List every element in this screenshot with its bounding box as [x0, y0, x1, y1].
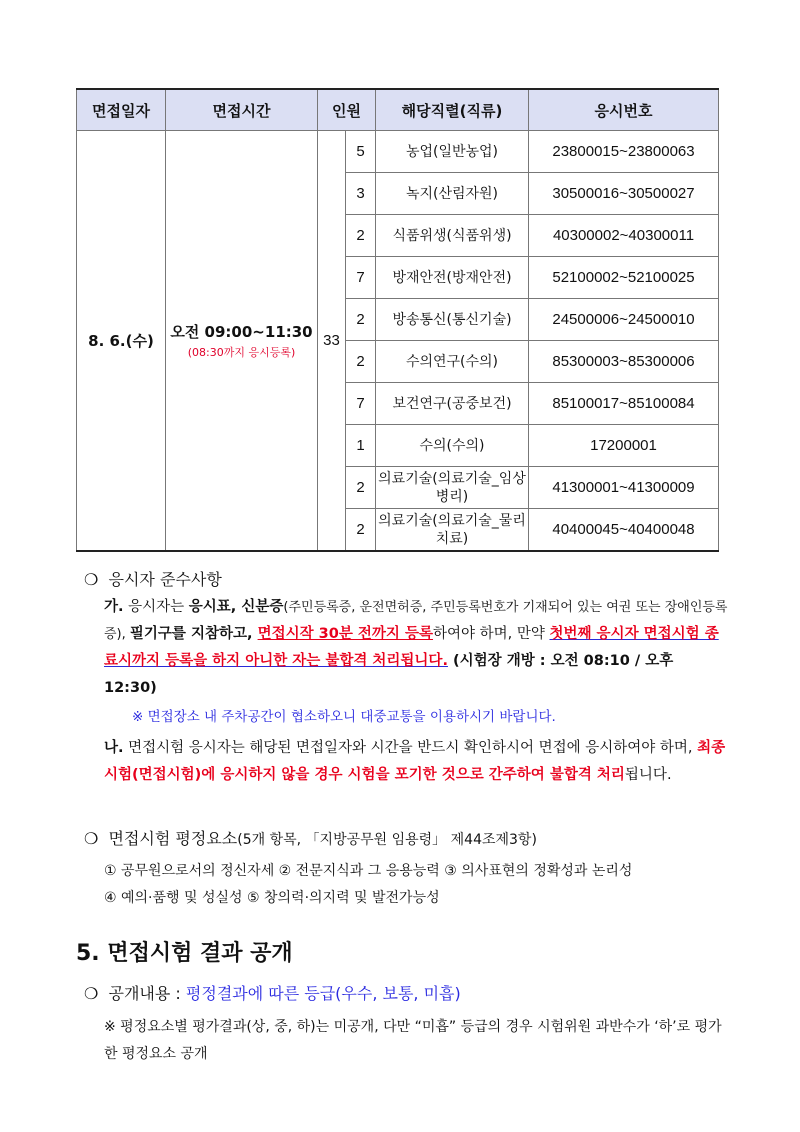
bullet-icon: ❍: [84, 829, 99, 848]
time-main: 오전 09:00~11:30: [170, 323, 313, 341]
rule-a-text7: 첫번째 응시자 면접시험 종료시까지 등록을 하지 아니한 자는 불합격 처리됩니다.: [104, 626, 719, 669]
row-count: 2: [346, 215, 376, 257]
row-count: 7: [346, 383, 376, 425]
rule-a-text2: 응시표, 신분증: [188, 599, 284, 615]
row-job: 수의(수의): [376, 425, 529, 467]
section5-heading: 5. 면접시험 결과 공개: [76, 941, 293, 966]
total-count: 33: [318, 131, 346, 552]
row-count: 7: [346, 257, 376, 299]
row-count: 2: [346, 509, 376, 552]
row-count: 1: [346, 425, 376, 467]
row-numbers: 24500006~24500010: [529, 299, 719, 341]
rules-title: 응시자 준수사항: [108, 570, 222, 589]
row-job: 의료기술(의료기술_물리치료): [376, 509, 529, 552]
rule-a-note: ※ 면접장소 내 주차공간이 협소하오니 대중교통을 이용하시기 바랍니다.: [132, 709, 556, 725]
rule-a-text8: (시험장 개방 : 오전 08:10 / 오후 12:30): [104, 653, 674, 696]
header-job: 해당직렬(직류): [376, 89, 529, 131]
rule-a-text5: 면접시작 30분 전까지 등록: [257, 626, 433, 642]
row-numbers: 23800015~23800063: [529, 131, 719, 173]
section5-label: 공개내용 :: [108, 984, 186, 1003]
criteria-title: 면접시험 평정요소: [108, 829, 238, 848]
header-time: 면접시간: [166, 89, 318, 131]
row-count: 2: [346, 299, 376, 341]
row-numbers: 30500016~30500027: [529, 173, 719, 215]
bullet-icon: ❍: [84, 570, 99, 589]
header-numbers: 응시번호: [529, 89, 719, 131]
table-header-row: [77, 89, 719, 131]
time-cell: [166, 131, 318, 552]
rule-a: [104, 594, 728, 702]
row-numbers: 52100002~52100025: [529, 257, 719, 299]
row-numbers: 40300002~40300011: [529, 215, 719, 257]
rule-a-text3: (주민등록증, 운전면허증, 주민등록번호가 기재되어 있는 여권 또는 장애인등록증),: [104, 600, 728, 642]
row-job: 농업(일반농업): [376, 131, 529, 173]
rule-b: [104, 735, 728, 789]
date-cell: 8. 6.(수): [77, 131, 166, 552]
section5-content: 평정결과에 따른 등급(우수, 보통, 미흡): [185, 984, 461, 1003]
criteria-section-title: [84, 826, 537, 849]
rule-b-text2: 최종시험(면접시험)에 응시하지 않을 경우 시험을 포기한 것으로 간주하여 불합격 처리: [104, 740, 726, 783]
table-row: [77, 131, 719, 173]
row-job: 의료기술(의료기술_임상병리): [376, 467, 529, 509]
row-job: 방송통신(통신기술): [376, 299, 529, 341]
header-date: 면접일자: [77, 89, 166, 131]
section5-note: ※ 평정요소별 평가결과(상, 중, 하)는 미공개, 다만 “미흡” 등급의 경우 시험위원 과반수가 ‘하’로 평가한 평정요소 공개: [104, 1019, 722, 1062]
rule-b-text3: 됩니다.: [624, 767, 672, 783]
interview-schedule-table: [76, 88, 719, 552]
row-job: 보건연구(공중보건): [376, 383, 529, 425]
row-job: 식품위생(식품위생): [376, 215, 529, 257]
table-body: [77, 131, 719, 552]
row-numbers: 40400045~40400048: [529, 509, 719, 552]
row-count: 5: [346, 131, 376, 173]
row-count: 2: [346, 341, 376, 383]
row-count: 3: [346, 173, 376, 215]
criteria-source: (5개 항목, 「지방공무원 임용령」 제44조제3항): [237, 832, 537, 848]
rule-a-text4: 필기구를 지참하고,: [129, 626, 258, 642]
row-numbers: 17200001: [529, 425, 719, 467]
row-count: 2: [346, 467, 376, 509]
row-job: 수의연구(수의): [376, 341, 529, 383]
row-job: 방재안전(방재안전): [376, 257, 529, 299]
section5-content-line: [84, 981, 461, 1004]
row-numbers: 85300003~85300006: [529, 341, 719, 383]
time-registration-note: (08:30까지 응시등록): [187, 346, 296, 359]
rule-a-marker: 가.: [104, 599, 124, 615]
rule-a-text1: 응시자는: [128, 599, 189, 615]
criteria-line2: ④ 예의·품행 및 성실성 ⑤ 창의력·의지력 및 발전가능성: [104, 890, 440, 906]
row-job: 녹지(산림자원): [376, 173, 529, 215]
header-count: 인원: [318, 89, 376, 131]
rule-a-text6: 하여야 하며, 만약: [432, 626, 550, 642]
rules-section-title: [84, 567, 222, 590]
bullet-icon: ❍: [84, 984, 99, 1003]
criteria-line1: ① 공무원으로서의 정신자세 ② 전문지식과 그 응용능력 ③ 의사표현의 정확성과 논리성: [104, 863, 633, 879]
rule-b-text1: 면접시험 응시자는 해당된 면접일자와 시간을 반드시 확인하시어 면접에 응시하여야 하며,: [128, 740, 698, 756]
row-numbers: 85100017~85100084: [529, 383, 719, 425]
rule-b-marker: 나.: [104, 740, 124, 756]
row-numbers: 41300001~41300009: [529, 467, 719, 509]
